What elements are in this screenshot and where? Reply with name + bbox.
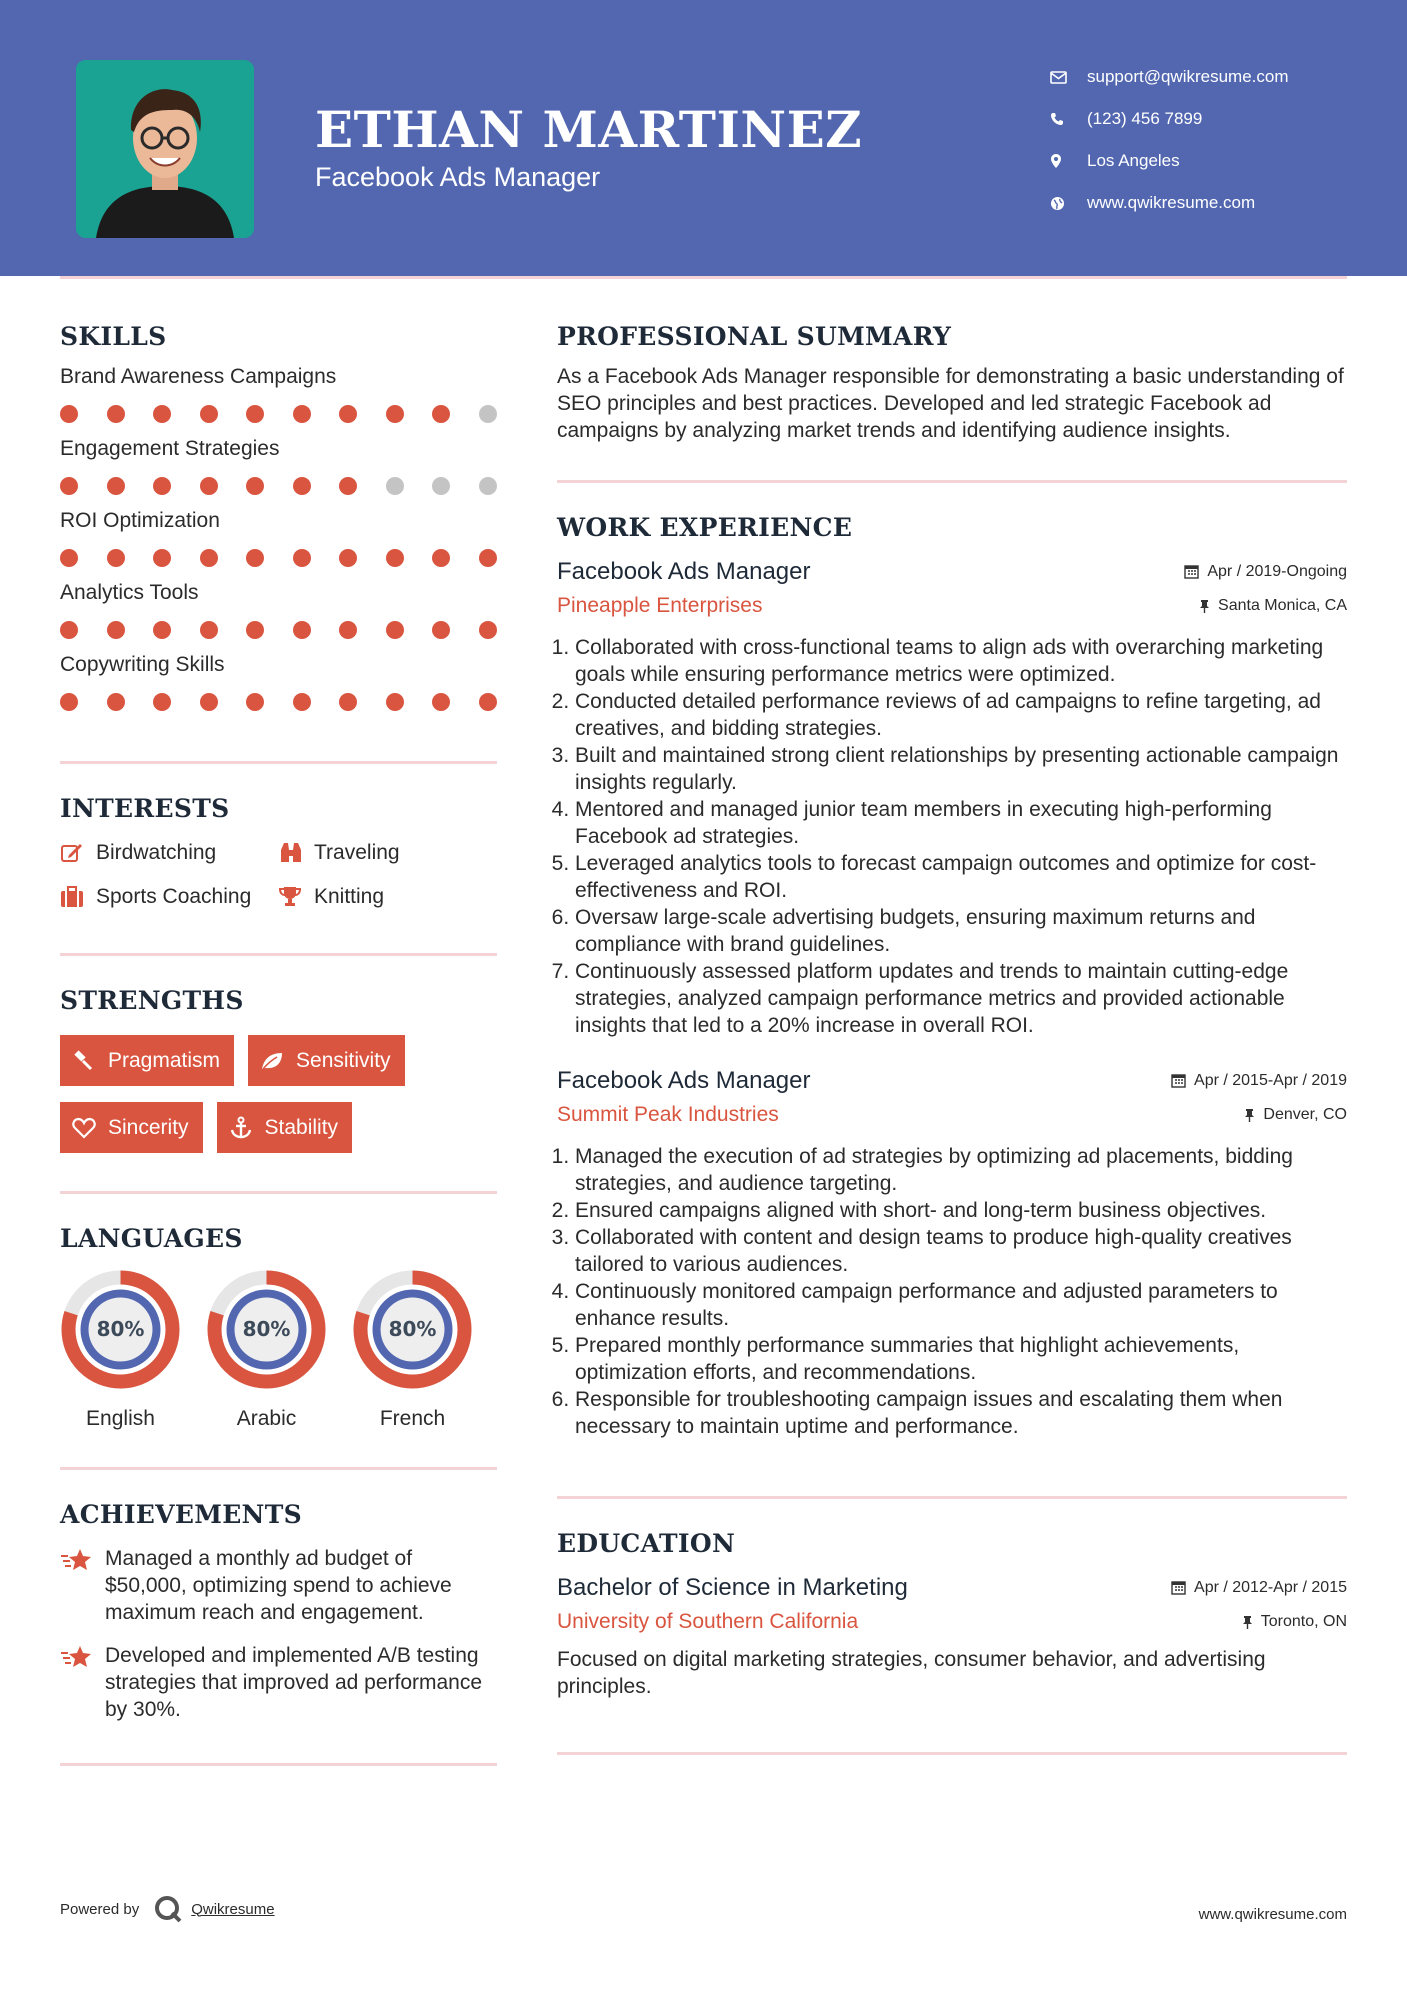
rating-dot-filled — [339, 621, 357, 639]
strength-label: Pragmatism — [108, 1048, 221, 1072]
rating-dot-filled — [293, 621, 311, 639]
skill-name: Engagement Strategies — [60, 437, 280, 460]
summary-section — [557, 322, 1347, 444]
rating-dot-filled — [479, 693, 497, 711]
rating-dot-filled — [339, 549, 357, 567]
list-item: 1. Managed the execution of ad strategies by optimizing ad placements, bidding strategies, and audience targeting. — [575, 1143, 1347, 1197]
rating-dot-filled — [432, 693, 450, 711]
rating-dot-filled — [246, 621, 264, 639]
language-item — [60, 1269, 181, 1431]
achievements-heading: ACHIEVEMENTS — [60, 1500, 302, 1529]
job-location-text: Santa Monica, CA — [1218, 597, 1347, 614]
rating-dot-filled — [60, 693, 78, 711]
list-item: 2. Ensured campaigns aligned with short- and long-term business objectives. — [575, 1197, 1347, 1224]
interest-label: Knitting — [314, 885, 385, 908]
qwikresume-logo-icon — [153, 1894, 183, 1924]
strengths-heading: STRENGTHS — [60, 986, 244, 1015]
calendar-icon — [1184, 564, 1199, 579]
rating-dot-empty — [432, 477, 450, 495]
languages-section — [60, 1224, 497, 1431]
rating-dot-filled — [107, 549, 125, 567]
globe-icon — [1050, 196, 1087, 211]
summary-text: As a Facebook Ads Manager responsible for demonstrating a basic understanding of SEO principles and best practices. Developed and led strategic Facebook ad campaigns by analyzing market trends and identifying audience insights. — [557, 365, 1344, 442]
rating-dot-filled — [432, 621, 450, 639]
rating-dot-filled — [339, 693, 357, 711]
achievement-text: Developed and implemented A/B testing strategies that improved ad performance by 30%. — [105, 1644, 483, 1721]
skill-name: Brand Awareness Campaigns — [60, 365, 337, 388]
interest-item — [60, 841, 278, 865]
section-divider — [557, 480, 1347, 483]
list-item: 3. Collaborated with content and design teams to produce high-quality creatives tailored to various audiences. — [575, 1224, 1347, 1278]
contact-list — [1050, 56, 1289, 224]
rating-dot-filled — [386, 405, 404, 423]
language-percent: 80% — [242, 1317, 291, 1341]
rating-dot-filled — [200, 693, 218, 711]
rating-dot-filled — [60, 477, 78, 495]
section-divider — [60, 953, 497, 956]
list-item: 7. Continuously assessed platform updates and trends to maintain cutting-edge strategies, analyzed campaign performance metrics and provided actionable insights that led to a 20% increase in overall ROI. — [575, 958, 1347, 1039]
company-name: Pineapple Enterprises — [557, 594, 763, 617]
experience-heading: WORK EXPERIENCE — [557, 513, 853, 542]
pushpin-icon — [1244, 1108, 1255, 1123]
job-title: Facebook Ads Manager — [557, 558, 811, 585]
rating-dot-filled — [107, 405, 125, 423]
rating-dot-filled — [246, 693, 264, 711]
rating-dot-filled — [479, 549, 497, 567]
rating-dot-filled — [432, 405, 450, 423]
list-item: 4. Continuously monitored campaign performance and adjusted parameters to enhance results. — [575, 1278, 1347, 1332]
rating-dot-filled — [432, 549, 450, 567]
strength-tag — [60, 1035, 234, 1086]
rating-dot-filled — [246, 405, 264, 423]
education-date-text: Apr / 2012-Apr / 2015 — [1194, 1578, 1347, 1596]
education-entry — [557, 1574, 1347, 1700]
rating-dot-filled — [200, 549, 218, 567]
experience-section — [557, 513, 1347, 1440]
language-name: English — [86, 1407, 155, 1430]
footer-website[interactable]: www.qwikresume.com — [1198, 1906, 1347, 1923]
rating-dot-empty — [479, 405, 497, 423]
rating-dot-filled — [339, 477, 357, 495]
rating-dot-filled — [386, 549, 404, 567]
list-item: 5. Leveraged analytics tools to forecast campaign outcomes and optimize for cost-effectiveness and ROI. — [575, 850, 1347, 904]
list-item: 6. Responsible for troubleshooting campaign issues and escalating them when necessary to maintain uptime and performance. — [575, 1386, 1347, 1440]
rating-dot-filled — [200, 405, 218, 423]
language-gauge — [206, 1269, 327, 1390]
section-divider — [557, 1752, 1347, 1755]
skill-name: ROI Optimization — [60, 509, 220, 532]
interest-item — [60, 885, 278, 909]
job-date-text: Apr / 2015-Apr / 2019 — [1194, 1071, 1347, 1089]
education-section — [557, 1529, 1347, 1700]
strength-tag — [60, 1102, 203, 1153]
achievement-item — [60, 1642, 497, 1723]
skill-item — [60, 509, 497, 567]
contact-phone[interactable] — [1050, 98, 1289, 140]
job-location — [1244, 1106, 1347, 1124]
language-percent: 80% — [96, 1317, 145, 1341]
list-item: 2. Conducted detailed performance reviews of ad campaigns to refine targeting, ad creatives, and bidding strategies. — [575, 688, 1347, 742]
skill-rating — [60, 405, 497, 423]
qwikresume-link[interactable]: Qwikresume — [191, 1900, 275, 1918]
rating-dot-filled — [107, 621, 125, 639]
school-name: University of Southern California — [557, 1610, 859, 1633]
interest-item — [278, 885, 497, 909]
list-item: 4. Mentored and managed junior team members in executing high-performing Facebook ad strategies. — [575, 796, 1347, 850]
rating-dot-empty — [479, 477, 497, 495]
job-date-text: Apr / 2019-Ongoing — [1207, 562, 1347, 580]
job-location-text: Denver, CO — [1263, 1106, 1347, 1123]
languages-list — [60, 1269, 497, 1431]
rating-dot-filled — [293, 405, 311, 423]
rating-dot-filled — [107, 477, 125, 495]
language-name: French — [379, 1407, 446, 1430]
contact-email[interactable] — [1050, 56, 1289, 98]
rating-dot-filled — [200, 621, 218, 639]
job-entry — [557, 1067, 1347, 1440]
contact-website[interactable] — [1050, 182, 1289, 224]
contact-website-text: www.qwikresume.com — [1087, 193, 1256, 212]
contact-location-text: Los Angeles — [1087, 151, 1180, 170]
skills-heading: SKILLS — [60, 322, 167, 351]
strength-tag — [217, 1102, 353, 1153]
language-percent: 80% — [388, 1317, 437, 1341]
rating-dot-empty — [386, 477, 404, 495]
language-gauge — [352, 1269, 473, 1390]
company-name: Summit Peak Industries — [557, 1103, 779, 1126]
skill-item — [60, 653, 497, 711]
rating-dot-filled — [200, 477, 218, 495]
skill-item — [60, 365, 497, 423]
rating-dot-filled — [153, 693, 171, 711]
contact-location — [1050, 140, 1289, 182]
list-item: 6. Oversaw large-scale advertising budgets, ensuring maximum returns and compliance with brand guidelines. — [575, 904, 1347, 958]
interests-list — [60, 841, 497, 909]
map-pin-icon — [1050, 153, 1087, 169]
job-entry — [557, 558, 1347, 1039]
section-divider — [557, 1496, 1347, 1499]
skills-list — [60, 365, 497, 711]
candidate-role: Facebook Ads Manager — [315, 162, 601, 192]
job-date — [1171, 1072, 1347, 1090]
binoculars-icon — [278, 842, 314, 864]
skill-rating — [60, 549, 497, 567]
interest-label: Birdwatching — [96, 841, 217, 864]
interests-section — [60, 794, 497, 909]
degree-title: Bachelor of Science in Marketing — [557, 1574, 908, 1601]
strength-label: Sincerity — [108, 1115, 189, 1139]
list-item: 1. Collaborated with cross-functional teams to align ads with overarching marketing goals while ensuring performance metrics were optimized. — [575, 634, 1347, 688]
education-heading: EDUCATION — [557, 1529, 736, 1558]
language-item — [352, 1269, 473, 1431]
avatar — [76, 60, 254, 238]
rating-dot-filled — [293, 549, 311, 567]
interest-item — [278, 841, 497, 865]
pushpin-icon — [1199, 599, 1210, 614]
rating-dot-filled — [60, 405, 78, 423]
achievement-text: Managed a monthly ad budget of $50,000, optimizing spend to achieve maximum reach and engagement. — [105, 1547, 452, 1624]
star-badge-icon — [60, 1642, 105, 1723]
leaf-icon — [260, 1051, 296, 1071]
right-column — [557, 322, 1347, 1755]
resume-header — [0, 0, 1407, 276]
calendar-icon — [1171, 1073, 1186, 1088]
rating-dot-filled — [479, 621, 497, 639]
skill-name: Analytics Tools — [60, 581, 199, 604]
skills-section — [60, 322, 497, 711]
skill-rating — [60, 621, 497, 639]
language-item — [206, 1269, 327, 1431]
interest-label: Sports Coaching — [96, 885, 252, 908]
rating-dot-filled — [107, 693, 125, 711]
skill-name: Copywriting Skills — [60, 653, 225, 676]
section-divider — [60, 761, 497, 764]
section-divider — [60, 1191, 497, 1194]
rating-dot-filled — [386, 693, 404, 711]
rating-dot-filled — [386, 621, 404, 639]
rating-dot-filled — [153, 621, 171, 639]
skill-rating — [60, 477, 497, 495]
list-item: 3. Built and maintained strong client relationships by presenting actionable campaign insights regularly. — [575, 742, 1347, 796]
job-location — [1199, 597, 1347, 615]
skill-item — [60, 437, 497, 495]
trophy-icon — [278, 886, 314, 908]
contact-phone-text: (123) 456 7899 — [1087, 109, 1203, 128]
skill-item — [60, 581, 497, 639]
rating-dot-filled — [293, 693, 311, 711]
education-location — [1242, 1613, 1347, 1631]
job-responsibilities — [557, 634, 1347, 1039]
envelope-icon — [1050, 71, 1087, 84]
rating-dot-filled — [60, 549, 78, 567]
heart-icon — [72, 1117, 108, 1139]
job-responsibilities — [557, 1143, 1347, 1440]
strength-label: Sensitivity — [296, 1048, 391, 1072]
rating-dot-filled — [153, 549, 171, 567]
education-location-text: Toronto, ON — [1260, 1613, 1347, 1630]
interests-heading: INTERESTS — [60, 794, 230, 823]
interest-label: Traveling — [314, 841, 400, 864]
anchor-icon — [229, 1116, 265, 1140]
briefcase-icon — [60, 886, 96, 908]
header-divider — [60, 276, 1347, 279]
skill-rating — [60, 693, 497, 711]
section-divider — [60, 1467, 497, 1470]
rating-dot-filled — [246, 549, 264, 567]
candidate-name: ETHAN MARTINEZ — [315, 100, 863, 159]
profile-photo — [76, 60, 254, 238]
summary-heading: PROFESSIONAL SUMMARY — [557, 322, 952, 351]
gavel-icon — [72, 1050, 108, 1072]
languages-heading: LANGUAGES — [60, 1224, 243, 1253]
achievements-section — [60, 1500, 497, 1723]
pushpin-icon — [1242, 1615, 1253, 1630]
footer-powered-by — [60, 1894, 275, 1924]
list-item: 5. Prepared monthly performance summaries that highlight achievements, optimization efforts, and recommendations. — [575, 1332, 1347, 1386]
language-name: Arabic — [236, 1407, 297, 1430]
language-gauge — [60, 1269, 181, 1390]
job-date — [1184, 563, 1347, 581]
star-badge-icon — [60, 1545, 105, 1626]
strength-tag — [248, 1035, 405, 1086]
powered-by-text: Powered by — [60, 1900, 140, 1918]
rating-dot-filled — [153, 405, 171, 423]
edit-icon — [60, 842, 96, 864]
strength-label: Stability — [264, 1115, 339, 1139]
section-divider — [60, 1763, 497, 1766]
education-date — [1171, 1579, 1347, 1597]
rating-dot-filled — [293, 477, 311, 495]
left-column — [60, 322, 497, 1766]
contact-email-text: support@qwikresume.com — [1087, 67, 1289, 86]
rating-dot-filled — [339, 405, 357, 423]
rating-dot-filled — [246, 477, 264, 495]
strengths-list — [60, 1035, 497, 1153]
job-title: Facebook Ads Manager — [557, 1067, 811, 1094]
calendar-icon — [1171, 1580, 1186, 1595]
rating-dot-filled — [60, 621, 78, 639]
achievement-item — [60, 1545, 497, 1626]
education-description: Focused on digital marketing strategies, consumer behavior, and advertising principles. — [557, 1648, 1266, 1698]
strengths-section — [60, 986, 497, 1153]
phone-icon — [1050, 112, 1087, 126]
rating-dot-filled — [153, 477, 171, 495]
